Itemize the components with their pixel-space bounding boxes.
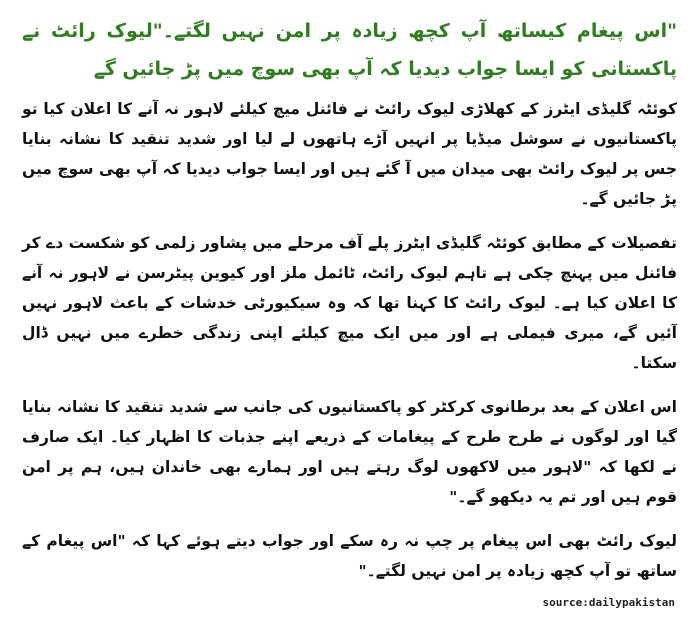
article-paragraph-2: تفصیلات کے مطابق کوئٹہ گلیڈی ایٹرز پلے آف مرحلے میں پشاور زلمی کو شکست دے کر فائنل میں پہنچ چکی ہے تاہم لیوک رائٹ، ٹائمل ملز اور کیوین پیٹرسن نے لاہور نہ آنے کا اعلان کیا ہے۔ لیوک رائٹ کا کہنا تھا کہ وہ سیکیورٹی خدشات کے باعث لاہور نہیں آئیں گے، میری فیملی ہے اور میں ایک میچ کیلئے اپنی زندگی خطرے میں نہیں ڈال سکتا۔ — [22, 234, 677, 372]
article-headline: "اس پیغام کیساتھ آپ کچھ زیادہ پر امن نہیں لگتے۔"لیوک رائٹ نے پاکستانی کو ایسا جواب دیدیا کہ آپ بھی سوچ میں پڑ جائیں گے — [22, 20, 677, 80]
source-credit: source:dailypakistan — [542, 596, 675, 609]
article-paragraph-4: لیوک رائٹ بھی اس پیغام پر چپ نہ رہ سکے اور جواب دیتے ہوئے کہا کہ "اس پیغام کے ساتھ تو آپ کچھ زیادہ پر امن نہیں لگتے۔" — [22, 532, 677, 580]
article-paragraph-3: اس اعلان کے بعد برطانوی کرکٹر کو پاکستانیوں کی جانب سے شدید تنقید کا نشانہ بنایا گیا اور لوگوں نے طرح طرح کے پیغامات کے ذریعے اپنے جذبات کا اظہار کیا۔ ایک صارف نے لکھا کہ "لاہور میں لاکھوں لوگ رہتے ہیں اور ہمارے بھی خاندان ہیں، ہم پر امن قوم ہیں اور تم یہ دیکھو گے۔" — [22, 398, 677, 506]
article-paragraph-1: کوئٹہ گلیڈی ایٹرز کے کھلاڑی لیوک رائٹ نے فائنل میچ کیلئے لاہور نہ آنے کا اعلان کیا تو پاکستانیوں نے سوشل میڈیا پر انہیں آڑے ہاتھوں لے لیا اور شدید تنقید کا نشانہ بنایا جس پر لیوک رائٹ بھی میدان میں آ گئے ہیں اور ایسا جواب دیدیا کہ آپ بھی سوچ میں پڑ جائیں گے۔ — [22, 100, 677, 208]
news-article — [22, 12, 677, 600]
